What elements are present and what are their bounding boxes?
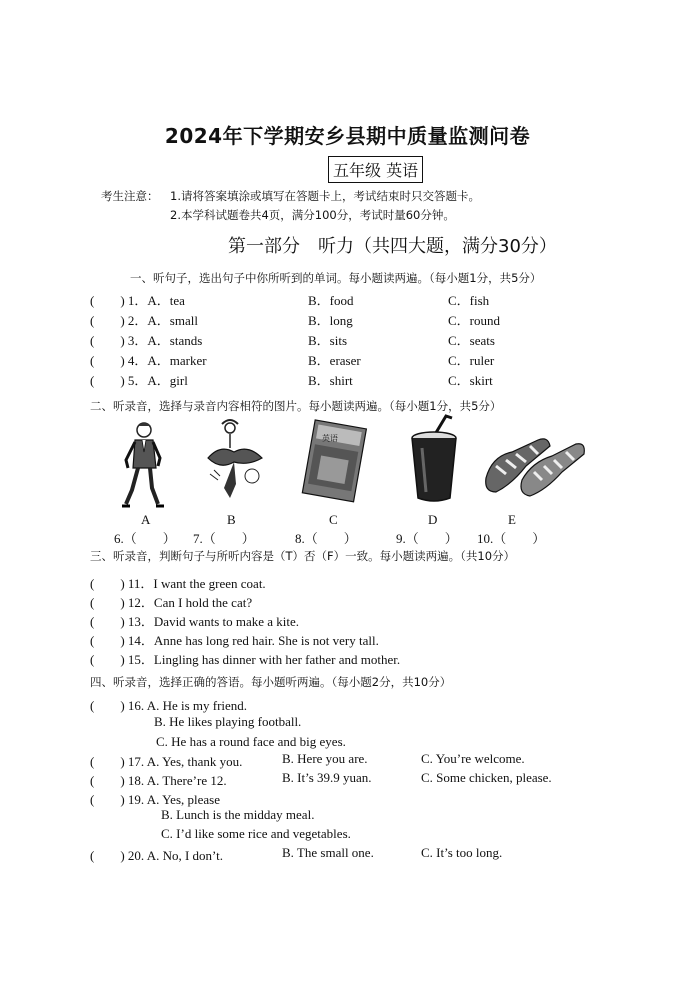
question-4-a: ( ) 4．A．marker [90,353,207,368]
question-1-a: ( ) 1．A．tea [90,293,185,308]
question-15: ( ) 15．Lingling has dinner with her father and mother. [90,652,401,667]
question-1-c: C．fish [448,293,490,308]
question-18-a: ( ) 18. A. There’re 12. [90,773,227,788]
question-14: ( ) 14．Anne has long red hair. She is not very tall. [90,633,379,648]
answer-slot-10[interactable]: 10.（ ） [477,531,546,546]
section-2-heading: 二、听录音，选择与录音内容相符的图片。每小题读两遍。（每小题1分，共5分） [90,399,502,413]
question-20-b: B. The small one. [282,845,374,860]
section-1-heading: 一、听句子，选出句子中你所听到的单词。每小题读两遍。（每小题1分，共5分） [130,271,542,285]
picture-label-a: A [141,512,151,527]
question-2-b: B．long [308,313,353,328]
question-18-c: C. Some chicken, please. [421,770,552,785]
question-16-b: B. He likes playing football. [154,714,302,729]
answer-slot-7[interactable]: 7.（ ） [193,531,255,546]
question-3-b: B．sits [308,333,348,348]
question-3-a: ( ) 3．A．stands [90,333,203,348]
question-5-c: C．skirt [448,373,493,388]
question-19-a: ( ) 19. A. Yes, please [90,792,220,807]
question-19-b: B. Lunch is the midday meal. [161,807,315,822]
drink-cup-picture [404,414,464,506]
question-1-b: B．food [308,293,354,308]
question-4-c: C．ruler [448,353,495,368]
picture-label-c: C [329,512,338,527]
notice-line-1: 1.请将答案填涂或填写在答题卡上，考试结束时只交答题卡。 [170,189,480,203]
question-19-c: C. I’d like some rice and vegetables. [161,826,351,841]
answer-slot-6[interactable]: 6.（ ） [114,531,176,546]
notice-label: 考生注意： [101,189,159,203]
question-17-c: C. You’re welcome. [421,751,525,766]
section-4-heading: 四、听录音，选择正确的答语。每小题听两遍。（每小题2分，共10分） [90,675,452,689]
socks-picture [482,426,588,502]
question-2-c: C．round [448,313,501,328]
question-20-c: C. It’s too long. [421,845,503,860]
notice-line-2: 2.本学科试题卷共4页，满分100分，考试时量60分钟。 [170,208,455,222]
question-5-b: B．shirt [308,373,353,388]
kite-picture [200,414,268,506]
answer-slot-8[interactable]: 8.（ ） [295,531,357,546]
question-20-a: ( ) 20. A. No, I don’t. [90,848,224,863]
grade-subject-box: 五年级 英语 [328,156,423,183]
book-cover-text: 英语 [322,434,338,443]
question-2-a: ( ) 2．A．small [90,313,198,328]
picture-label-e: E [508,512,516,527]
picture-label-d: D [428,512,438,527]
question-17-a: ( ) 17. A. Yes, thank you. [90,754,243,769]
question-17-b: B. Here you are. [282,751,368,766]
section-3-heading: 三、听录音，判断句子与所听内容是（T）否（F）一致。每小题读两遍。（共10分） [90,549,516,563]
answer-slot-9[interactable]: 9.（ ） [396,531,458,546]
question-5-a: ( ) 5．A．girl [90,373,188,388]
part-one-heading: 第一部分 听力（共四大题，满分30分） [228,236,557,257]
question-4-b: B．eraser [308,353,361,368]
question-16-a: ( ) 16. A. He is my friend. [90,698,248,713]
question-18-b: B. It’s 39.9 yuan. [282,770,372,785]
question-11: ( ) 11．I want the green coat. [90,576,266,591]
question-13: ( ) 13．David wants to make a kite. [90,614,300,629]
page-title: 2024年下学期安乡县期中质量监测问卷 [164,124,531,148]
question-12: ( ) 12．Can I hold the cat? [90,595,253,610]
question-3-c: C．seats [448,333,495,348]
walking-man-picture [118,420,168,512]
english-book-picture [298,418,372,508]
picture-label-b: B [227,512,236,527]
question-16-c: C. He has a round face and big eyes. [156,734,346,749]
